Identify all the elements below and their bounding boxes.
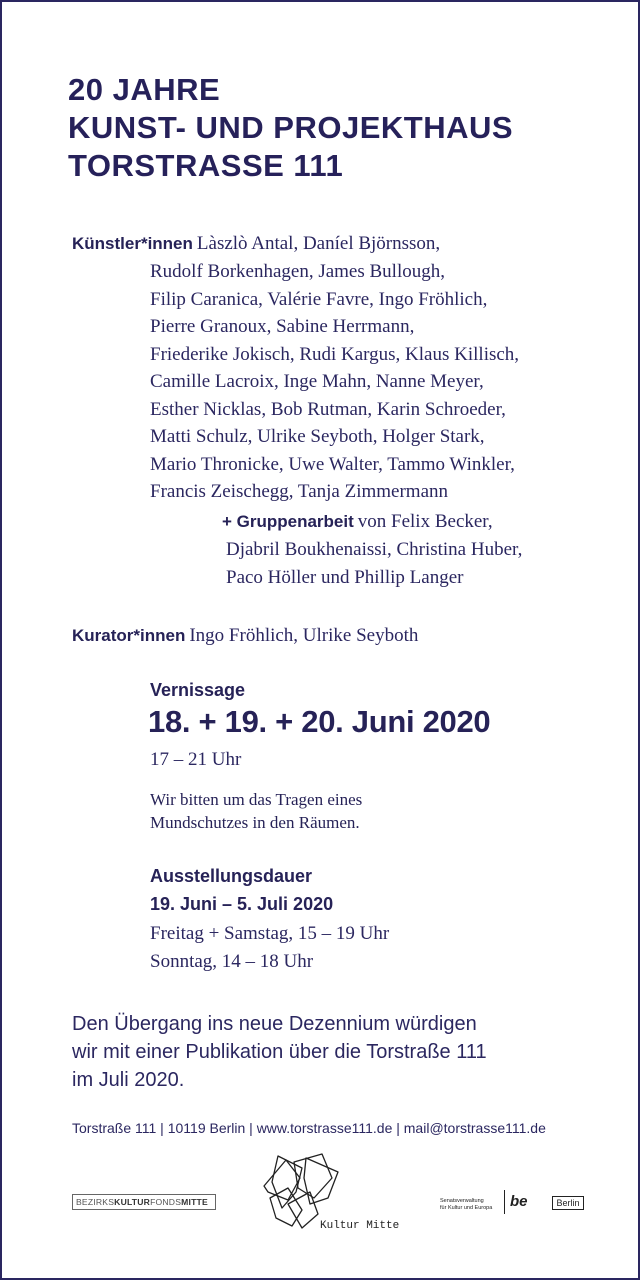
exhibition-label: Ausstellungsdauer bbox=[150, 866, 313, 886]
publication-note bbox=[72, 1010, 487, 1094]
be-berlin-logo: be bbox=[510, 1193, 528, 1210]
artist-line: Pierre Granoux, Sabine Herrmann, bbox=[150, 316, 415, 337]
title-line-1: 20 JAHRE bbox=[68, 72, 221, 107]
group-work-first: von Felix Becker, bbox=[357, 511, 493, 532]
artists-label: Künstler*innen bbox=[72, 234, 193, 253]
vernissage-time: 17 – 21 Uhr bbox=[150, 749, 242, 770]
hours-line: Sonntag, 14 – 18 Uhr bbox=[150, 951, 314, 972]
opening-hours bbox=[150, 920, 389, 976]
curators-label: Kurator*innen bbox=[72, 626, 186, 645]
logo-divider bbox=[504, 1190, 505, 1214]
artist-line: Mario Thronicke, Uwe Walter, Tammo Winkler, bbox=[150, 453, 515, 475]
mask-notice bbox=[150, 788, 362, 834]
vernissage-dates: 18. + 19. + 20. Juni 2020 bbox=[148, 704, 491, 739]
curators-row bbox=[72, 622, 418, 650]
hours-line: Freitag + Samstag, 15 – 19 Uhr bbox=[150, 923, 390, 944]
bezirkskulturfonds-logo: BEZIRKSKULTURFONDSMITTE bbox=[72, 1194, 216, 1210]
artists-first-line: Làszlò Antal, Daníel Björnsson, bbox=[196, 233, 441, 254]
notice-line: Wir bitten um das Tragen eines bbox=[150, 790, 363, 809]
footer-contact: Torstraße 111 | 10119 Berlin | www.torstrasse111.de | mail@torstrasse111.de bbox=[72, 1120, 546, 1136]
artist-line: Matti Schulz, Ulrike Seyboth, Holger Stark, bbox=[150, 426, 485, 447]
berlin-logo-box: Berlin bbox=[552, 1196, 584, 1210]
group-work-names bbox=[226, 536, 522, 591]
artist-line: Filip Caranica, Valérie Favre, Ingo Fröhlich, bbox=[150, 288, 488, 310]
title-line-3: TORSTRASSE 111 bbox=[68, 148, 344, 183]
senat-logo-text: Senatsverwaltung für Kultur und Europa bbox=[440, 1198, 493, 1211]
vernissage-label: Vernissage bbox=[150, 680, 246, 700]
artist-line: Camille Lacroix, Inge Mahn, Nanne Meyer, bbox=[150, 371, 484, 392]
exhibition-range: 19. Juni – 5. Juli 2020 bbox=[150, 894, 334, 914]
kultur-mitte-label: Kultur Mitte bbox=[320, 1220, 400, 1232]
curators-names: Ingo Fröhlich, Ulrike Seyboth bbox=[189, 625, 419, 646]
artist-line: Francis Zeischegg, Tanja Zimmermann bbox=[150, 481, 449, 502]
title-line-2: KUNST- UND PROJEKTHAUS bbox=[68, 110, 514, 145]
artists-first-row bbox=[72, 230, 440, 258]
publication-line: im Juli 2020. bbox=[72, 1069, 185, 1091]
group-line: Djabril Boukhenaissi, Christina Huber, bbox=[226, 539, 523, 560]
publication-line: Den Übergang ins neue Dezennium würdigen bbox=[72, 1013, 477, 1035]
artist-line: Rudolf Borkenhagen, James Bullough, bbox=[150, 261, 445, 282]
group-work-label: + Gruppenarbeit bbox=[222, 512, 354, 531]
group-line: Paco Höller und Phillip Langer bbox=[226, 566, 464, 588]
artist-line: Friederike Jokisch, Rudi Kargus, Klaus Killisch, bbox=[150, 343, 520, 365]
publication-line: wir mit einer Publikation über die Torstraße 111 bbox=[72, 1041, 487, 1063]
artist-line: Esther Nicklas, Bob Rutman, Karin Schroeder, bbox=[150, 398, 506, 420]
artists-list bbox=[150, 258, 519, 506]
notice-line: Mundschutzes in den Räumen. bbox=[150, 813, 360, 832]
group-work-row bbox=[222, 508, 493, 536]
